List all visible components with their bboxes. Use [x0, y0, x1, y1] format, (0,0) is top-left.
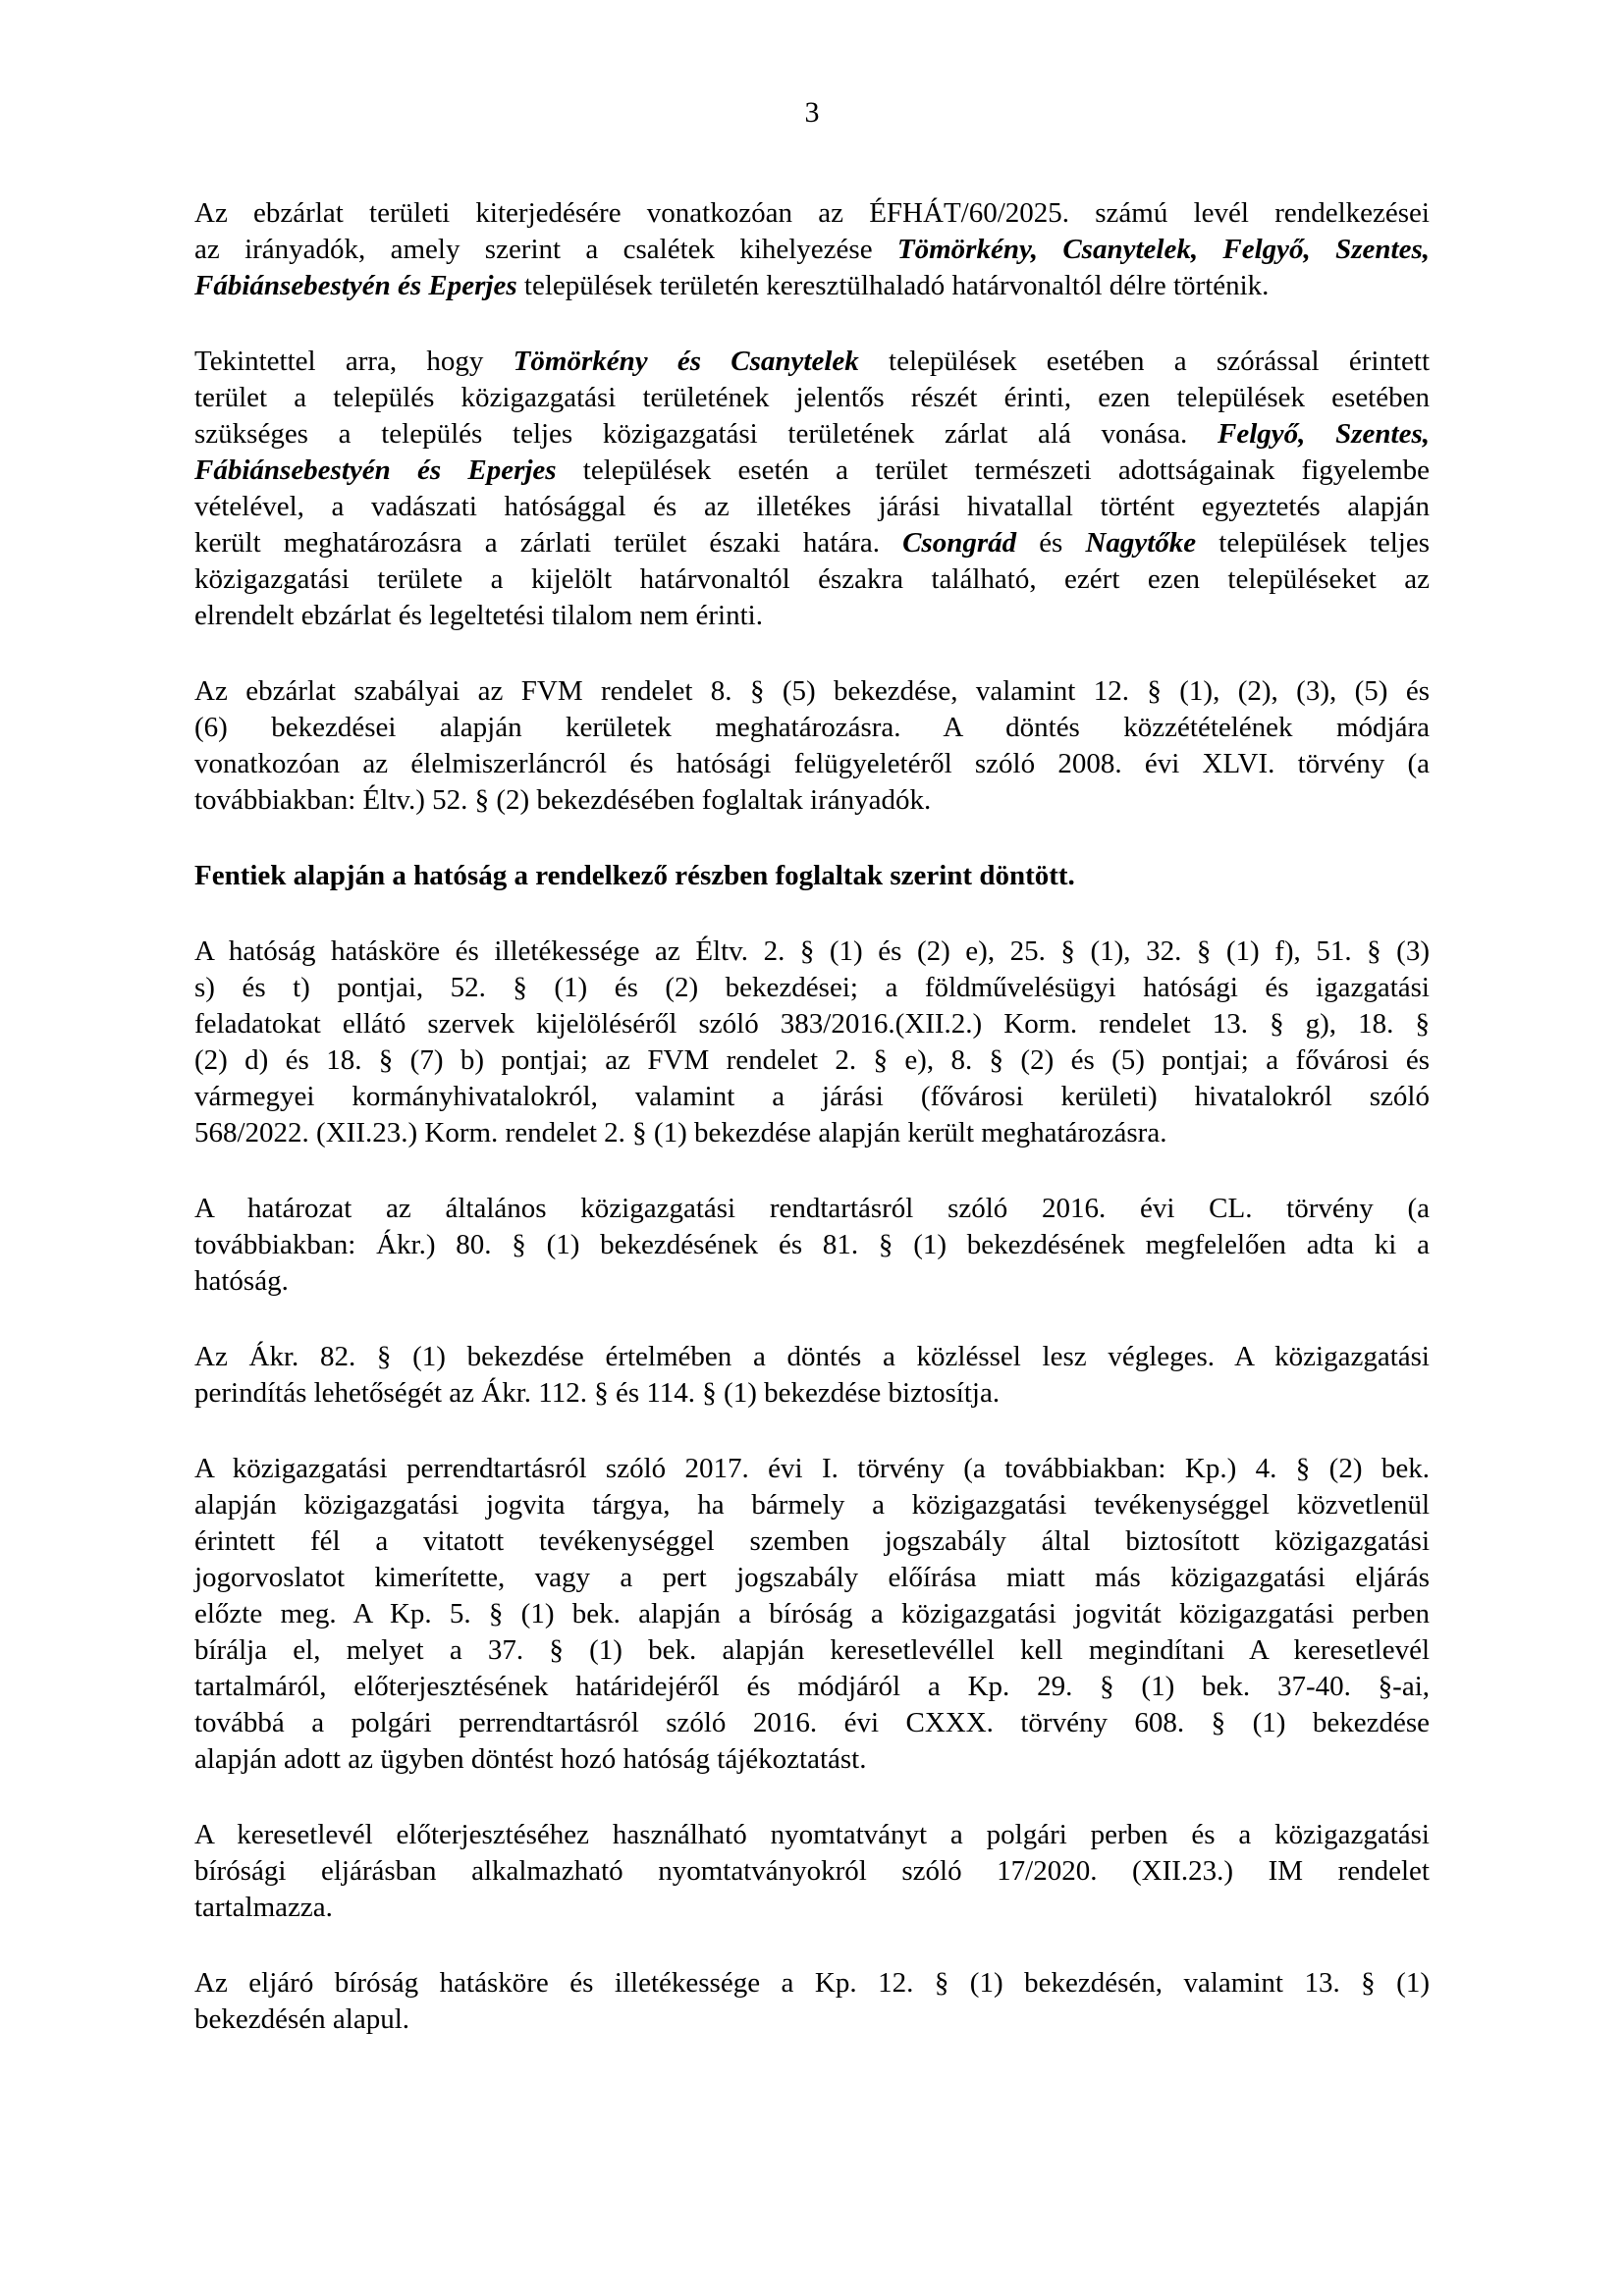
- document-body: [194, 195, 1430, 2038]
- text-line: [194, 525, 1430, 561]
- text-line: [194, 2002, 1430, 2038]
- text-run: szükséges a település teljes közigazgatási területének zárlat alá vonása.: [194, 418, 1218, 450]
- paragraph-decision-basis: [194, 1191, 1430, 1300]
- text-run: vonatkozóan az élelmiszerláncról és hatósági felügyeletéről szóló 2008. évi XLVI. törvény (a: [194, 748, 1430, 779]
- text-run: A határozat az általános közigazgatási rendtartásról szóló 2016. évi CL. törvény (a: [194, 1193, 1430, 1224]
- text-run: (2) d) és 18. § (7) b) pontjai; az FVM rendelet 2. § e), 8. § (2) és (5) pontjai; a fővárosi és: [194, 1044, 1430, 1076]
- page-number: 3: [804, 96, 820, 129]
- text-line: [194, 858, 1430, 894]
- text-run: Az ebzárlat szabályai az FVM rendelet 8. § (5) bekezdése, valamint 12. § (1), (2), (3), (5) és: [194, 675, 1430, 707]
- text-line: [194, 710, 1430, 746]
- text-run: bírósági eljárásban alkalmazható nyomtatványokról szóló 17/2020. (XII.23.) IM rendelet: [194, 1855, 1430, 1887]
- text-line: [194, 1596, 1430, 1632]
- text-run: jogorvoslatot kimerítette, vagy a pert jogszabály előírása miatt más közigazgatási eljárás: [194, 1562, 1430, 1593]
- emphasized-text-run: Felgyő, Szentes,: [1218, 418, 1430, 450]
- bold-text-run: Fentiek alapján a hatóság a rendelkező részben foglaltak szerint döntött.: [194, 860, 1075, 891]
- text-run: hatóság.: [194, 1265, 289, 1297]
- text-line: [194, 416, 1430, 453]
- paragraph-form-template: [194, 1817, 1430, 1926]
- text-run: Az ebzárlat területi kiterjedésére vonatkozóan az ÉFHÁT/60/2025. számú levél rendelkezései: [194, 197, 1430, 229]
- text-run: továbbiakban: Éltv.) 52. § (2) bekezdésében foglaltak irányadók.: [194, 784, 932, 816]
- text-run: feladatokat ellátó szervek kijelöléséről szóló 383/2016.(XII.2.) Korm. rendelet 13. § g), 18. §: [194, 1008, 1430, 1040]
- text-line: [194, 1741, 1430, 1778]
- text-run: közigazgatási területe a kijelölt határvonaltól északra található, ezért ezen településeket az: [194, 563, 1430, 595]
- text-line: [194, 561, 1430, 598]
- text-run: s) és t) pontjai, 52. § (1) és (2) bekezdései; a földművelésügyi hatósági és igazgatási: [194, 972, 1430, 1003]
- text-run: került meghatározásra a zárlati terület északi határa.: [194, 527, 903, 559]
- text-run: települések esetében a szórással érintett: [858, 346, 1430, 377]
- text-run: érintett fél a vitatott tevékenységgel szemben jogszabály által biztosított közigazgatási: [194, 1525, 1430, 1557]
- emphasized-text-run: Fábiánsebestyén és Eperjes: [194, 270, 517, 301]
- paragraph-competence: [194, 934, 1430, 1151]
- text-line: [194, 453, 1430, 489]
- paragraph-closure-extent: [194, 195, 1430, 304]
- text-line: [194, 673, 1430, 710]
- text-run: tartalmáról, előterjesztésének határidejéről és módjáról a Kp. 29. § (1) bek. 37-40. §-ai,: [194, 1671, 1430, 1702]
- text-line: [194, 195, 1430, 232]
- text-line: [194, 1523, 1430, 1560]
- text-line: [194, 1817, 1430, 1853]
- text-run: A közigazgatási perrendtartásról szóló 2017. évi I. törvény (a továbbiakban: Kp.) 4. § (2) bek.: [194, 1453, 1430, 1484]
- text-line: [194, 1227, 1430, 1263]
- text-line: [194, 1560, 1430, 1596]
- text-line: [194, 380, 1430, 416]
- paragraph-closure-rules: [194, 673, 1430, 819]
- text-run: terület a település közigazgatási területének jelentős részét érinti, ezen települések esetében: [194, 382, 1430, 413]
- text-run: továbbiakban: Ákr.) 80. § (1) bekezdésének és 81. § (1) bekezdésének megfelelően adta ki a: [194, 1229, 1430, 1260]
- text-run: települések esetén a terület természeti adottságainak figyelembe: [556, 454, 1430, 486]
- text-line: [194, 1705, 1430, 1741]
- text-run: települések területén keresztülhaladó határvonaltól délre történik.: [516, 270, 1270, 301]
- text-line: [194, 1263, 1430, 1300]
- text-run: Tekintettel arra, hogy: [194, 346, 514, 377]
- text-line: [194, 1853, 1430, 1890]
- text-line: [194, 782, 1430, 819]
- text-run: perindítás lehetőségét az Ákr. 112. § és 114. § (1) bekezdése biztosítja.: [194, 1377, 1001, 1409]
- text-line: [194, 1006, 1430, 1042]
- text-line: [194, 598, 1430, 634]
- paragraph-judicial-review: [194, 1451, 1430, 1778]
- text-line: [194, 1632, 1430, 1669]
- text-run: bírálja el, melyet a 37. § (1) bek. alapján keresetlevéllel kell megindítani A keresetlevél: [194, 1634, 1430, 1666]
- emphasized-text-run: Csongrád: [902, 527, 1017, 559]
- text-line: [194, 1965, 1430, 2002]
- paragraph-affected-settlements: [194, 344, 1430, 634]
- text-run: továbbá a polgári perrendtartásról szóló 2016. évi CXXX. törvény 608. § (1) bekezdése: [194, 1707, 1430, 1738]
- text-run: (6) bekezdései alapján kerületek meghatározásra. A döntés közzétételének módjára: [194, 712, 1430, 743]
- text-run: bekezdésén alapul.: [194, 2003, 410, 2035]
- text-run: az irányadók, amely szerint a csalétek kihelyezése: [194, 234, 897, 265]
- paragraph-court-competence: [194, 1965, 1430, 2038]
- text-line: [194, 934, 1430, 970]
- text-line: [194, 1191, 1430, 1227]
- emphasized-text-run: Tömörkény és Csanytelek: [513, 346, 859, 377]
- text-line: [194, 1115, 1430, 1151]
- text-line: [194, 970, 1430, 1006]
- text-line: [194, 232, 1430, 268]
- text-line: [194, 489, 1430, 525]
- emphasized-text-run: Tömörkény, Csanytelek, Felgyő, Szentes,: [896, 234, 1430, 265]
- text-run: és: [1016, 527, 1086, 559]
- text-column: [194, 94, 1430, 2077]
- text-run: 568/2022. (XII.23.) Korm. rendelet 2. § (1) bekezdése alapján került meghatározásra.: [194, 1117, 1167, 1148]
- text-line: [194, 268, 1430, 304]
- decision-heading: [194, 858, 1430, 894]
- text-line: [194, 344, 1430, 380]
- text-line: [194, 1339, 1430, 1375]
- text-run: A hatóság hatásköre és illetékessége az Éltv. 2. § (1) és (2) e), 25. § (1), 32. § (1) f), 51. § (3): [194, 935, 1430, 967]
- text-run: A keresetlevél előterjesztéséhez használható nyomtatványt a polgári perben és a közigazgatási: [194, 1819, 1430, 1850]
- text-run: Az eljáró bíróság hatásköre és illetékessége a Kp. 12. § (1) bekezdésén, valamint 13. § (1): [194, 1967, 1430, 1999]
- text-line: [194, 1042, 1430, 1079]
- text-line: [194, 1079, 1430, 1115]
- text-line: [194, 1669, 1430, 1705]
- text-run: vételével, a vadászati hatósággal és az illetékes járási hivatallal történt egyeztetés alapján: [194, 491, 1430, 522]
- text-run: előzte meg. A Kp. 5. § (1) bek. alapján a bíróság a közigazgatási jogvitát közigazgatási perben: [194, 1598, 1430, 1629]
- emphasized-text-run: Nagytőke: [1085, 527, 1197, 559]
- text-run: települések teljes: [1196, 527, 1430, 559]
- text-line: [194, 1890, 1430, 1926]
- text-line: [194, 746, 1430, 782]
- text-run: Az Ákr. 82. § (1) bekezdése értelmében a döntés a közléssel lesz végleges. A közigazgatási: [194, 1341, 1430, 1372]
- emphasized-text-run: Fábiánsebestyén és Eperjes: [194, 454, 557, 486]
- paragraph-finality: [194, 1339, 1430, 1412]
- text-run: elrendelt ebzárlat és legeltetési tilalom nem érinti.: [194, 600, 763, 631]
- text-run: tartalmazza.: [194, 1892, 333, 1923]
- text-run: vármegyei kormányhivatalokról, valamint a járási (fővárosi kerületi) hivatalokról szóló: [194, 1081, 1430, 1112]
- text-line: [194, 1375, 1430, 1412]
- text-run: alapján közigazgatási jogvita tárgya, ha bármely a közigazgatási tevékenységgel közvetlenül: [194, 1489, 1430, 1521]
- text-line: [194, 1487, 1430, 1523]
- text-run: alapján adott az ügyben döntést hozó hatóság tájékoztatást.: [194, 1743, 867, 1775]
- text-line: [194, 1451, 1430, 1487]
